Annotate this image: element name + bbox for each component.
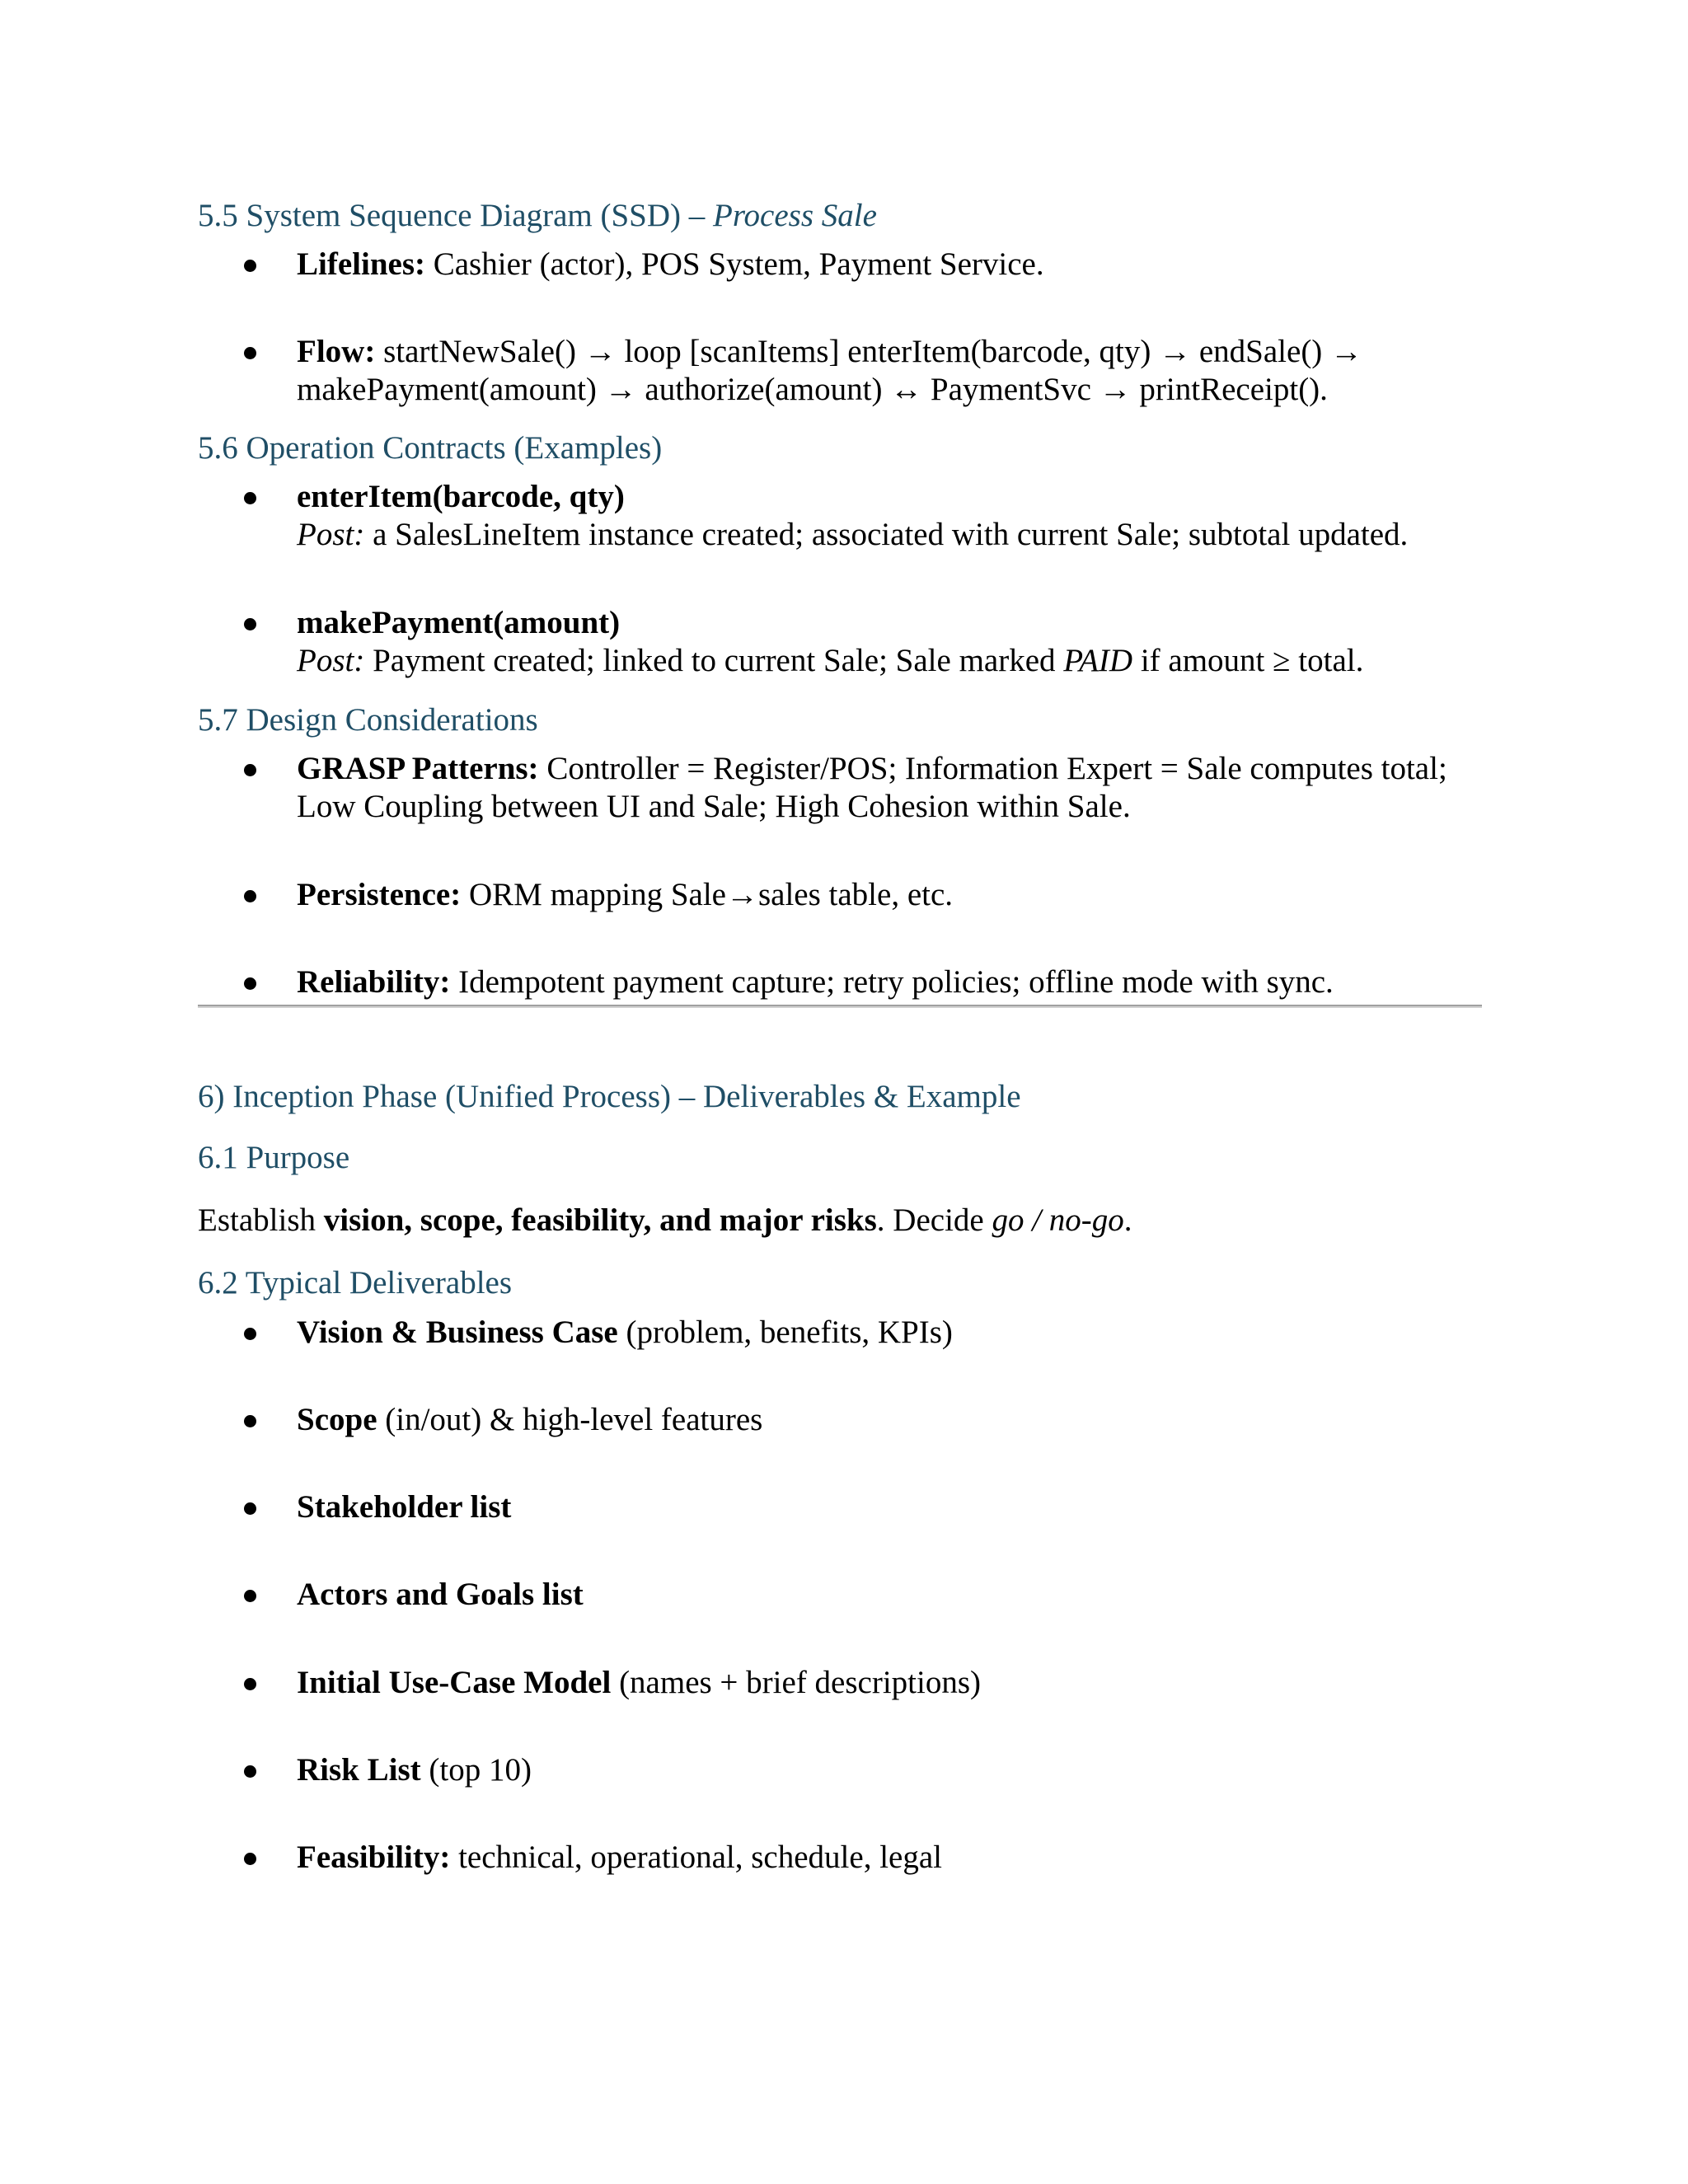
para-text: . Decide [876, 1202, 992, 1238]
list-item-text [297, 1488, 1492, 1526]
post-italic: PAID [1063, 643, 1133, 678]
bullet-icon [244, 1502, 256, 1515]
bullet-icon [244, 347, 256, 359]
section-heading-6-2: 6.2 Typical Deliverables [198, 1265, 513, 1301]
item-description-line1: startNewSale() → loop [scanItems] enterItem(barcode, qty) → endSale() → [375, 334, 1363, 369]
para-text: Establish [198, 1202, 324, 1238]
para-bold: vision, scope, feasibility, and major risks [323, 1202, 877, 1238]
bullet-icon [244, 1853, 256, 1865]
item-label: Stakeholder list [297, 1489, 512, 1525]
heading-text: 5.5 System Sequence Diagram (SSD) – [198, 198, 713, 233]
item-label: Actors and Goals list [297, 1577, 584, 1612]
bullet-icon [244, 1678, 256, 1690]
horizontal-divider [198, 1005, 1482, 1008]
item-description: (top 10) [420, 1752, 532, 1788]
section-heading-5-6: 5.6 Operation Contracts (Examples) [198, 430, 663, 466]
post-text-end: if amount ≥ total. [1132, 643, 1364, 678]
post-label: Post: [297, 517, 365, 552]
list-item-text [297, 750, 1492, 826]
list-item-text [297, 963, 1492, 1001]
list-item-text [297, 1401, 1492, 1439]
list-item-text [297, 1751, 1492, 1789]
bullet-icon [244, 890, 256, 902]
item-description: (problem, benefits, KPIs) [617, 1315, 953, 1350]
post-label: Post: [297, 643, 365, 678]
bullet-icon [244, 1415, 256, 1427]
bullet-icon [244, 977, 256, 990]
item-label: Reliability: [297, 964, 451, 1000]
section-heading-6: 6) Inception Phase (Unified Process) – Deliverables & Example [198, 1079, 1021, 1114]
bullet-icon [244, 492, 256, 504]
list-item-text [297, 478, 1492, 554]
item-description: Cashier (actor), POS System, Payment Service. [424, 246, 1044, 282]
list-item-text [297, 876, 1492, 914]
item-description-line2: Low Coupling between UI and Sale; High Cohesion within Sale. [297, 789, 1131, 824]
para-text: . [1123, 1202, 1132, 1238]
item-description: technical, operational, schedule, legal [450, 1840, 942, 1875]
purpose-paragraph [198, 1201, 1132, 1240]
item-description: ORM mapping Sale→sales table, etc. [461, 877, 954, 912]
list-item-text [297, 246, 1492, 284]
para-italic: go / no-go [992, 1202, 1124, 1238]
item-label: Feasibility: [297, 1840, 451, 1875]
bullet-icon [244, 1590, 256, 1602]
list-item-text [297, 1664, 1492, 1702]
bullet-icon [244, 1328, 256, 1340]
item-label: Vision & Business Case [297, 1315, 618, 1350]
item-label: Risk List [297, 1752, 421, 1788]
item-description: (names + brief descriptions) [611, 1665, 982, 1700]
item-label: Scope [297, 1402, 377, 1437]
bullet-icon [244, 618, 256, 630]
contract-title: makePayment(amount) [297, 605, 621, 640]
heading-italic-text: Process Sale [713, 198, 877, 233]
item-label: Lifelines: [297, 246, 425, 282]
item-label: Persistence: [297, 877, 462, 912]
contract-title: enterItem(barcode, qty) [297, 479, 625, 514]
section-heading-5-7: 5.7 Design Considerations [198, 702, 538, 738]
post-text: Payment created; linked to current Sale; Sale marked [364, 643, 1064, 678]
bullet-icon [244, 764, 256, 776]
bullet-icon [244, 1765, 256, 1778]
list-item-text [297, 333, 1492, 409]
item-description-line1: Controller = Register/POS; Information Expert = Sale computes total; [538, 751, 1447, 786]
list-item-text [297, 1576, 1492, 1614]
list-item-text [297, 1314, 1492, 1352]
item-description-line2: makePayment(amount) → authorize(amount) ↔ PaymentSvc → printReceipt(). [297, 372, 1328, 407]
post-text: a SalesLineItem instance created; associated with current Sale; subtotal updated. [364, 517, 1409, 552]
item-description: (in/out) & high-level features [377, 1402, 763, 1437]
list-item-text [297, 604, 1492, 680]
item-label: Initial Use-Case Model [297, 1665, 612, 1700]
item-description: Idempotent payment capture; retry policies; offline mode with sync. [450, 964, 1334, 1000]
section-heading-5-5 [198, 196, 877, 236]
section-heading-6-1: 6.1 Purpose [198, 1140, 350, 1175]
list-item-text [297, 1839, 1492, 1877]
item-label: GRASP Patterns: [297, 751, 539, 786]
bullet-icon [244, 260, 256, 272]
item-label: Flow: [297, 334, 376, 369]
